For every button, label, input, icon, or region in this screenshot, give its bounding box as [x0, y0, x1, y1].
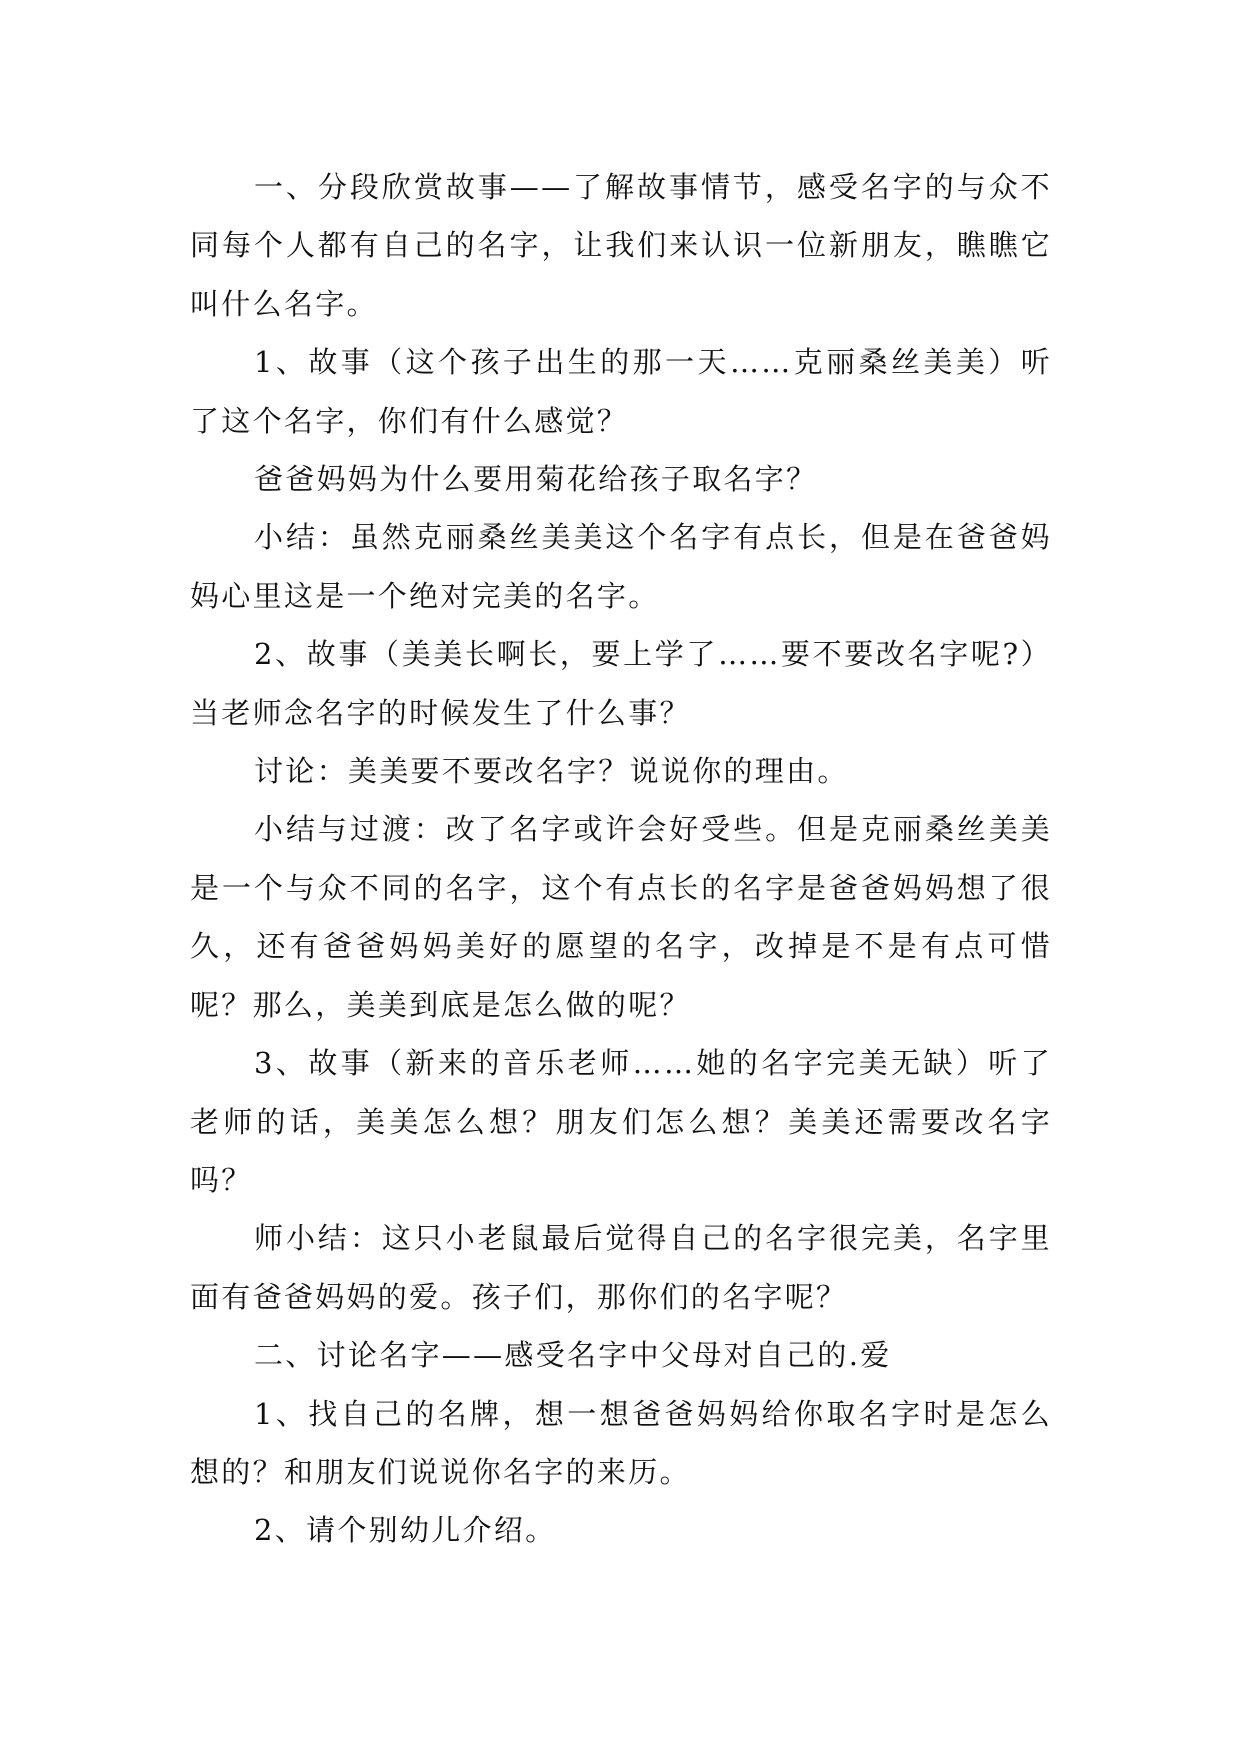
paragraph-story-part-3: 3、故事（新来的音乐老师……她的名字完美无缺）听了老师的话，美美怎么想？朋友们怎么想？美美还需要改名字吗？: [190, 1046, 1052, 1197]
paragraph-summary-transition: 小结与过渡：改了名字或许会好受些。但是克丽桑丝美美是一个与众不同的名字，这个有点长的名字是爸爸妈妈想了很久，还有爸爸妈妈美好的愿望的名字，改掉是不是有点可惜呢？那么，美美到底是怎么做的呢？: [190, 812, 1052, 1022]
document-body: [190, 158, 1052, 1560]
paragraph-section-two-heading: 二、讨论名字——感受名字中父母对自己的.爱: [254, 1338, 892, 1373]
paragraph-story-part-2: 2、故事（美美长啊长，要上学了……要不要改名字呢?）当老师念名字的时候发生了什么事？: [190, 637, 1052, 730]
paragraph-question-chrysanthemum: 爸爸妈妈为什么要用菊花给孩子取名字？: [254, 462, 818, 497]
paragraph-activity-2: 2、请个别幼儿介绍。: [254, 1513, 557, 1548]
paragraph-section-one-heading: 一、分段欣赏故事——了解故事情节，感受名字的与众不同每个人都有自己的名字，让我们来认识一位新朋友，瞧瞧它叫什么名字。: [190, 170, 1052, 321]
paragraph-teacher-summary: 师小结：这只小老鼠最后觉得自己的名字很完美，名字里面有爸爸妈妈的爱。孩子们，那你们的名字呢？: [190, 1221, 1052, 1314]
paragraph-summary-1: 小结：虽然克丽桑丝美美这个名字有点长，但是在爸爸妈妈心里这是一个绝对完美的名字。: [190, 520, 1052, 613]
paragraph-discussion: 讨论：美美要不要改名字？说说你的理由。: [254, 754, 849, 789]
paragraph-activity-1: 1、找自己的名牌，想一想爸爸妈妈给你取名字时是怎么想的？和朋友们说说你名字的来历。: [190, 1396, 1052, 1489]
paragraph-story-part-1: 1、故事（这个孩子出生的那一天……克丽桑丝美美）听了这个名字，你们有什么感觉？: [190, 345, 1052, 438]
